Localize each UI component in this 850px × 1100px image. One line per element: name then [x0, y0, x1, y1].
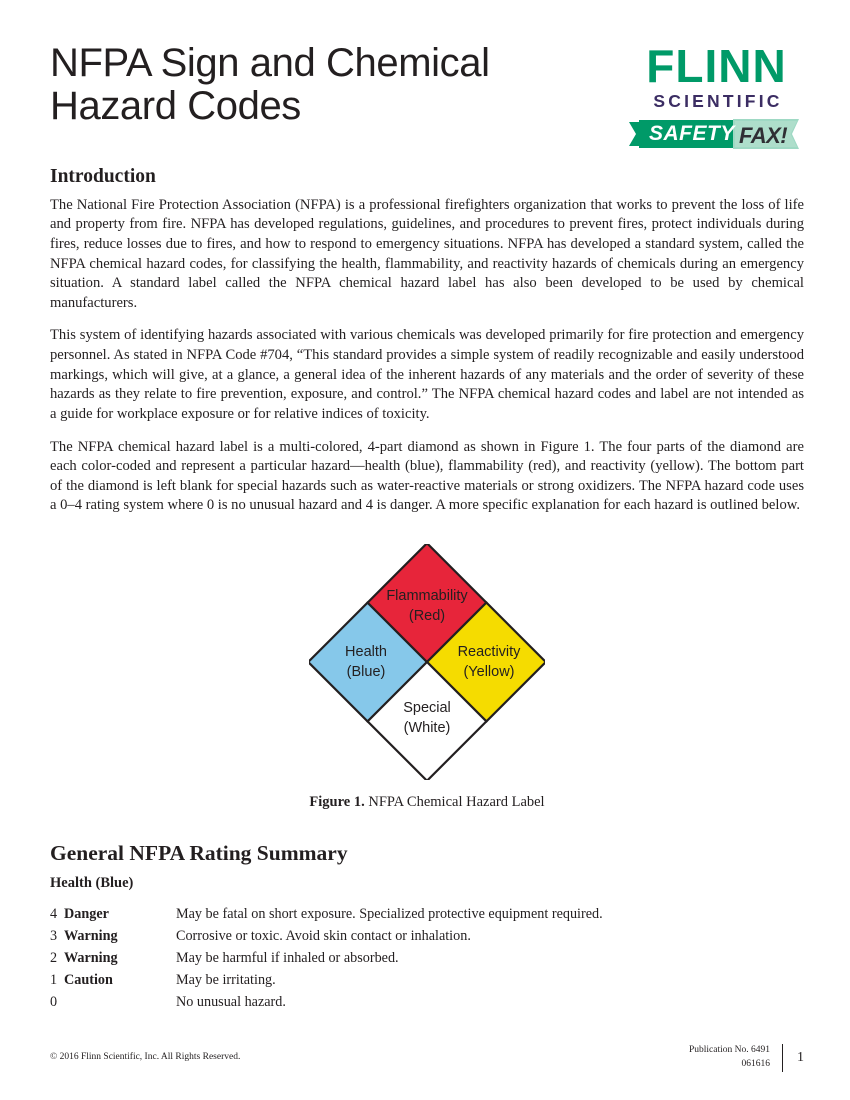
rating-word: Warning — [64, 927, 118, 944]
publication-date-code: 061616 — [741, 1059, 770, 1070]
health-rating-table — [50, 903, 804, 1013]
rating-word: Warning — [64, 949, 118, 966]
rating-word — [64, 991, 176, 1013]
page-title: NFPA Sign and Chemical Hazard Codes — [50, 41, 490, 129]
table-row — [50, 947, 804, 969]
diamond-health-label: Health — [345, 644, 387, 661]
diamond-health-color: (Blue) — [346, 664, 386, 681]
introduction-paragraph-2: This system of identifying hazards associated with various chemicals was developed primarily for fire protection and emergency personnel. As stated in NFPA Code #704, “This standard provides a simple system of readily recognizable and easily understood markings, which will give, at a glance, a general idea of the inherent hazards of any materials and the order of severity of these hazards as they relate to fire prevention, exposure, and control.” The NFPA chemical hazard codes and label are not intended as a guide for workplace exposure or for relative indices of toxicity. — [50, 327, 804, 422]
logo-subbrand-text: SCIENTIFIC — [653, 90, 783, 111]
banner-fax-text: FAX! — [739, 122, 788, 148]
logo-brand-text: FLINN — [646, 40, 787, 92]
nfpa-diamond-graphic — [309, 544, 545, 780]
table-row — [50, 969, 804, 991]
diamond-reactivity-label: Reactivity — [457, 644, 521, 661]
page-number: 1 — [797, 1050, 804, 1066]
diamond-special-color: (White) — [403, 720, 451, 737]
copyright-notice: © 2016 Flinn Scientific, Inc. All Rights Reserved. — [50, 1052, 241, 1063]
rating-word: Caution — [64, 971, 113, 988]
diamond-flammability-color: (Red) — [408, 608, 446, 625]
page-header — [0, 0, 850, 150]
rating-word: Danger — [64, 905, 109, 922]
rating-description: Corrosive or toxic. Avoid skin contact or inhalation. — [176, 927, 471, 944]
rating-summary-heading: General NFPA Rating Summary — [50, 841, 348, 866]
rating-description: May be harmful if inhaled or absorbed. — [176, 949, 399, 966]
rating-description: May be fatal on short exposure. Specialized protective equipment required. — [176, 905, 603, 922]
rating-summary-subheading: Health (Blue) — [50, 875, 134, 892]
figure-caption-label: Figure 1. — [309, 794, 365, 811]
publication-number: Publication No. 6491 — [688, 1045, 770, 1056]
diamond-flammability-label: Flammability — [386, 588, 468, 605]
flinn-scientific-logo — [629, 40, 804, 150]
page-content — [0, 166, 850, 1013]
publication-info — [689, 1044, 782, 1072]
table-row — [50, 991, 804, 1013]
figure-caption-text: NFPA Chemical Hazard Label — [368, 794, 545, 811]
table-row — [50, 903, 804, 925]
diamond-reactivity-color: (Yellow) — [463, 664, 515, 681]
rating-description: No unusual hazard. — [176, 993, 286, 1010]
figure-1 — [50, 544, 804, 811]
rating-description: May be irritating. — [176, 971, 276, 988]
introduction-paragraph-1: The National Fire Protection Association (NFPA) is a professional firefighters organization that works to prevent the loss of life and property from fire. NFPA has developed regulations, guidelines, and procedures to prevent fires, protect individuals during fires, reduce losses due to fires, and how to respond to emergency situations. NFPA has developed a standard system, called the NFPA chemical hazard codes, for classifying the health, flammability, and reactivity hazards of chemicals during an emergency situation. A standard label called the NFPA chemical hazard label has also been developed to be used by chemical manufacturers. — [50, 196, 804, 311]
rating-level: 1 — [50, 971, 58, 988]
introduction-heading: Introduction — [50, 165, 156, 187]
page-footer — [50, 1044, 804, 1072]
figure-caption — [50, 794, 804, 811]
footer-publication-block — [689, 1044, 804, 1072]
introduction-paragraph-3: The NFPA chemical hazard label is a multi-colored, 4-part diamond as shown in Figure 1. The four parts of the diamond are each color-coded and represent a particular hazard—health (blue), flammability (red), and reactivity (yellow). The bottom part of the diamond is left blank for special hazards such as water-reactive materials or strong oxidizers. The NFPA hazard code uses a 0–4 rating system where 0 is no unusual hazard and 4 is danger. A more specific explanation for each hazard is outlined below. — [50, 438, 804, 514]
table-row — [50, 925, 804, 947]
rating-level: 2 — [50, 949, 58, 966]
rating-level: 0 — [50, 993, 58, 1010]
safety-fax-banner — [629, 118, 804, 150]
rating-level: 3 — [50, 927, 58, 944]
rating-summary-section — [50, 841, 804, 1013]
rating-level: 4 — [50, 905, 58, 922]
diamond-special-label: Special — [403, 700, 451, 717]
banner-safety-text: SAFETY — [649, 121, 735, 145]
nfpa-hazard-diamond — [309, 544, 545, 780]
